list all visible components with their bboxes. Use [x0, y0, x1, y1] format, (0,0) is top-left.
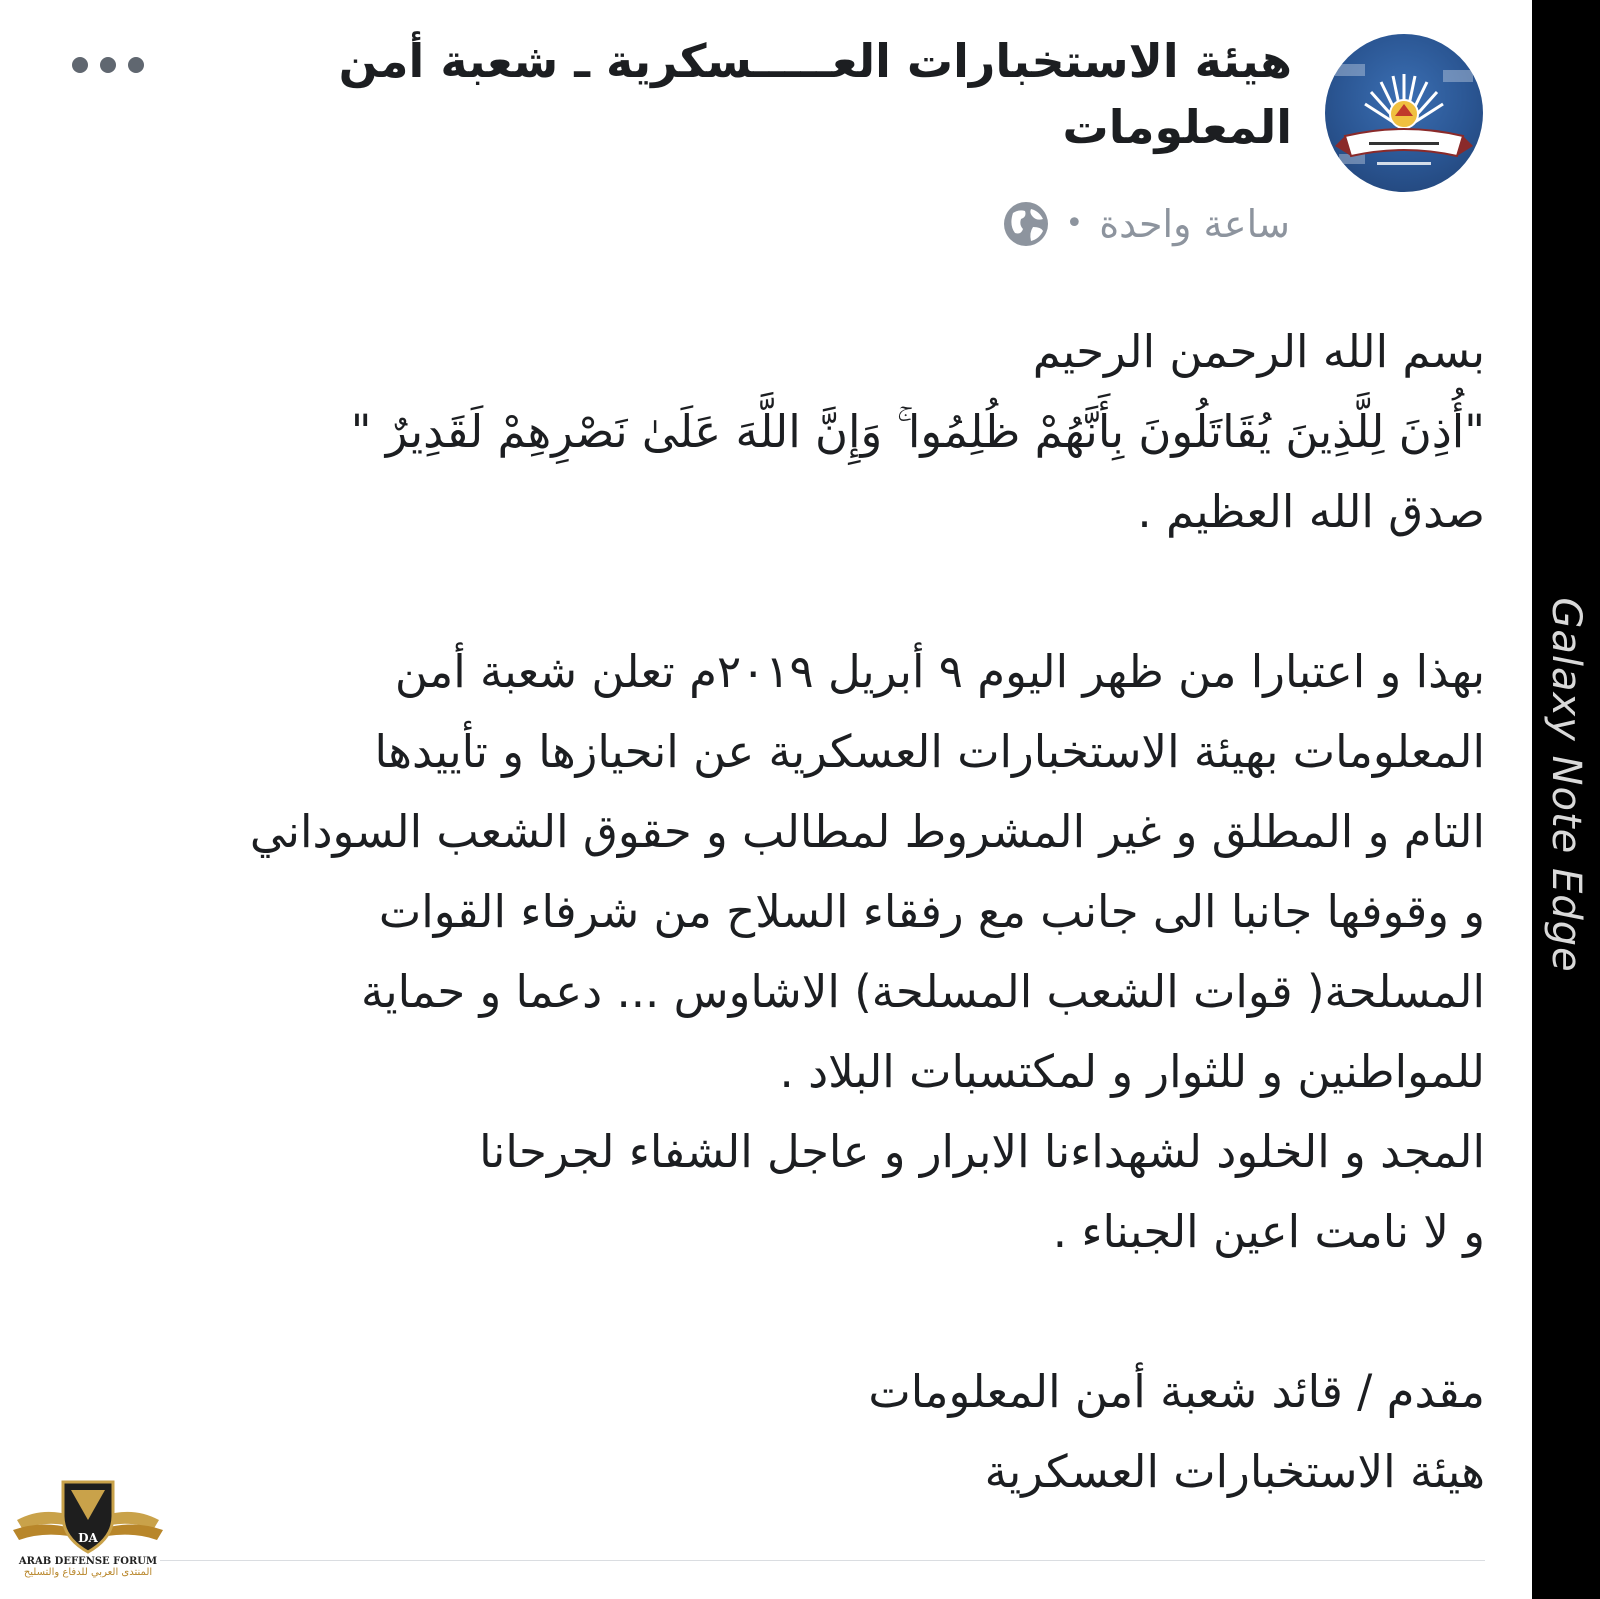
page-avatar[interactable]	[1325, 34, 1483, 192]
post-text-gap	[65, 552, 1485, 632]
post-text-line: صدق الله العظيم .	[1137, 485, 1485, 538]
post-text-line: بهذا و اعتبارا من ظهر اليوم ٩ أبريل ٢٠١٩م تعلن شعبة أمن	[394, 645, 1485, 698]
forum-name-en: ARAB DEFENSE FORUM	[18, 1556, 158, 1567]
more-options-icon	[72, 57, 88, 73]
more-options-icon-dot	[100, 57, 116, 73]
winged-shield-logo-icon	[13, 1476, 163, 1560]
forum-name-ar: المنتدى العربي للدفاع والتسليح	[23, 1567, 153, 1578]
post-text-line: المجد و الخلود لشهداءنا الابرار و عاجل الشفاء لجرحانا	[479, 1125, 1485, 1178]
post-text-line: للمواطنين و للثوار و لمكتسبات البلاد .	[779, 1045, 1485, 1098]
post-divider	[160, 1560, 1485, 1561]
post-text-gap	[65, 1272, 1485, 1352]
post-text-line: هيئة الاستخبارات العسكرية	[984, 1445, 1485, 1498]
post-text-line: و وقوفها جانبا الى جانب مع رفقاء السلاح من شرفاء القوات	[378, 885, 1485, 938]
post-body	[65, 312, 1485, 1512]
more-options-icon-dot	[128, 57, 144, 73]
forum-mark: DA	[78, 1531, 98, 1545]
globe-icon	[1003, 201, 1049, 247]
post-meta	[1003, 196, 1290, 252]
post-text-line: بسم الله الرحمن الرحيم	[1032, 325, 1485, 378]
device-watermark: Galaxy Note Edge	[1543, 597, 1589, 973]
meta-separator: •	[1065, 206, 1084, 241]
page-name-link[interactable]: هيئة الاستخبارات العـــــسكرية ـ شعبة أمن المعلومات	[338, 34, 1292, 154]
forum-watermark-logo	[8, 1476, 168, 1598]
post-text-line: و لا نامت اعين الجبناء .	[1052, 1205, 1485, 1258]
military-intelligence-emblem-icon	[1325, 34, 1483, 192]
post-text-line: المسلحة( قوات الشعب المسلحة) الاشاوس ... دعما و حماية	[360, 965, 1485, 1018]
post-text-line: مقدم / قائد شعبة أمن المعلومات	[868, 1365, 1485, 1418]
post-timestamp[interactable]: ساعة واحدة	[1099, 202, 1290, 246]
post-text-line: "أُذِنَ لِلَّذِينَ يُقَاتَلُونَ بِأَنَّهُمْ ظُلِمُوا ۚ وَإِنَّ اللَّهَ عَلَىٰ نَصْرِهِمْ لَقَدِيرٌ "	[350, 405, 1485, 458]
post-text-line: التام و المطلق و غير المشروط لمطالب و حقوق الشعب السوداني	[249, 805, 1485, 858]
more-options-button[interactable]	[72, 52, 144, 78]
post-text-line: المعلومات بهيئة الاستخبارات العسكرية عن انحيازها و تأييدها	[374, 725, 1485, 778]
